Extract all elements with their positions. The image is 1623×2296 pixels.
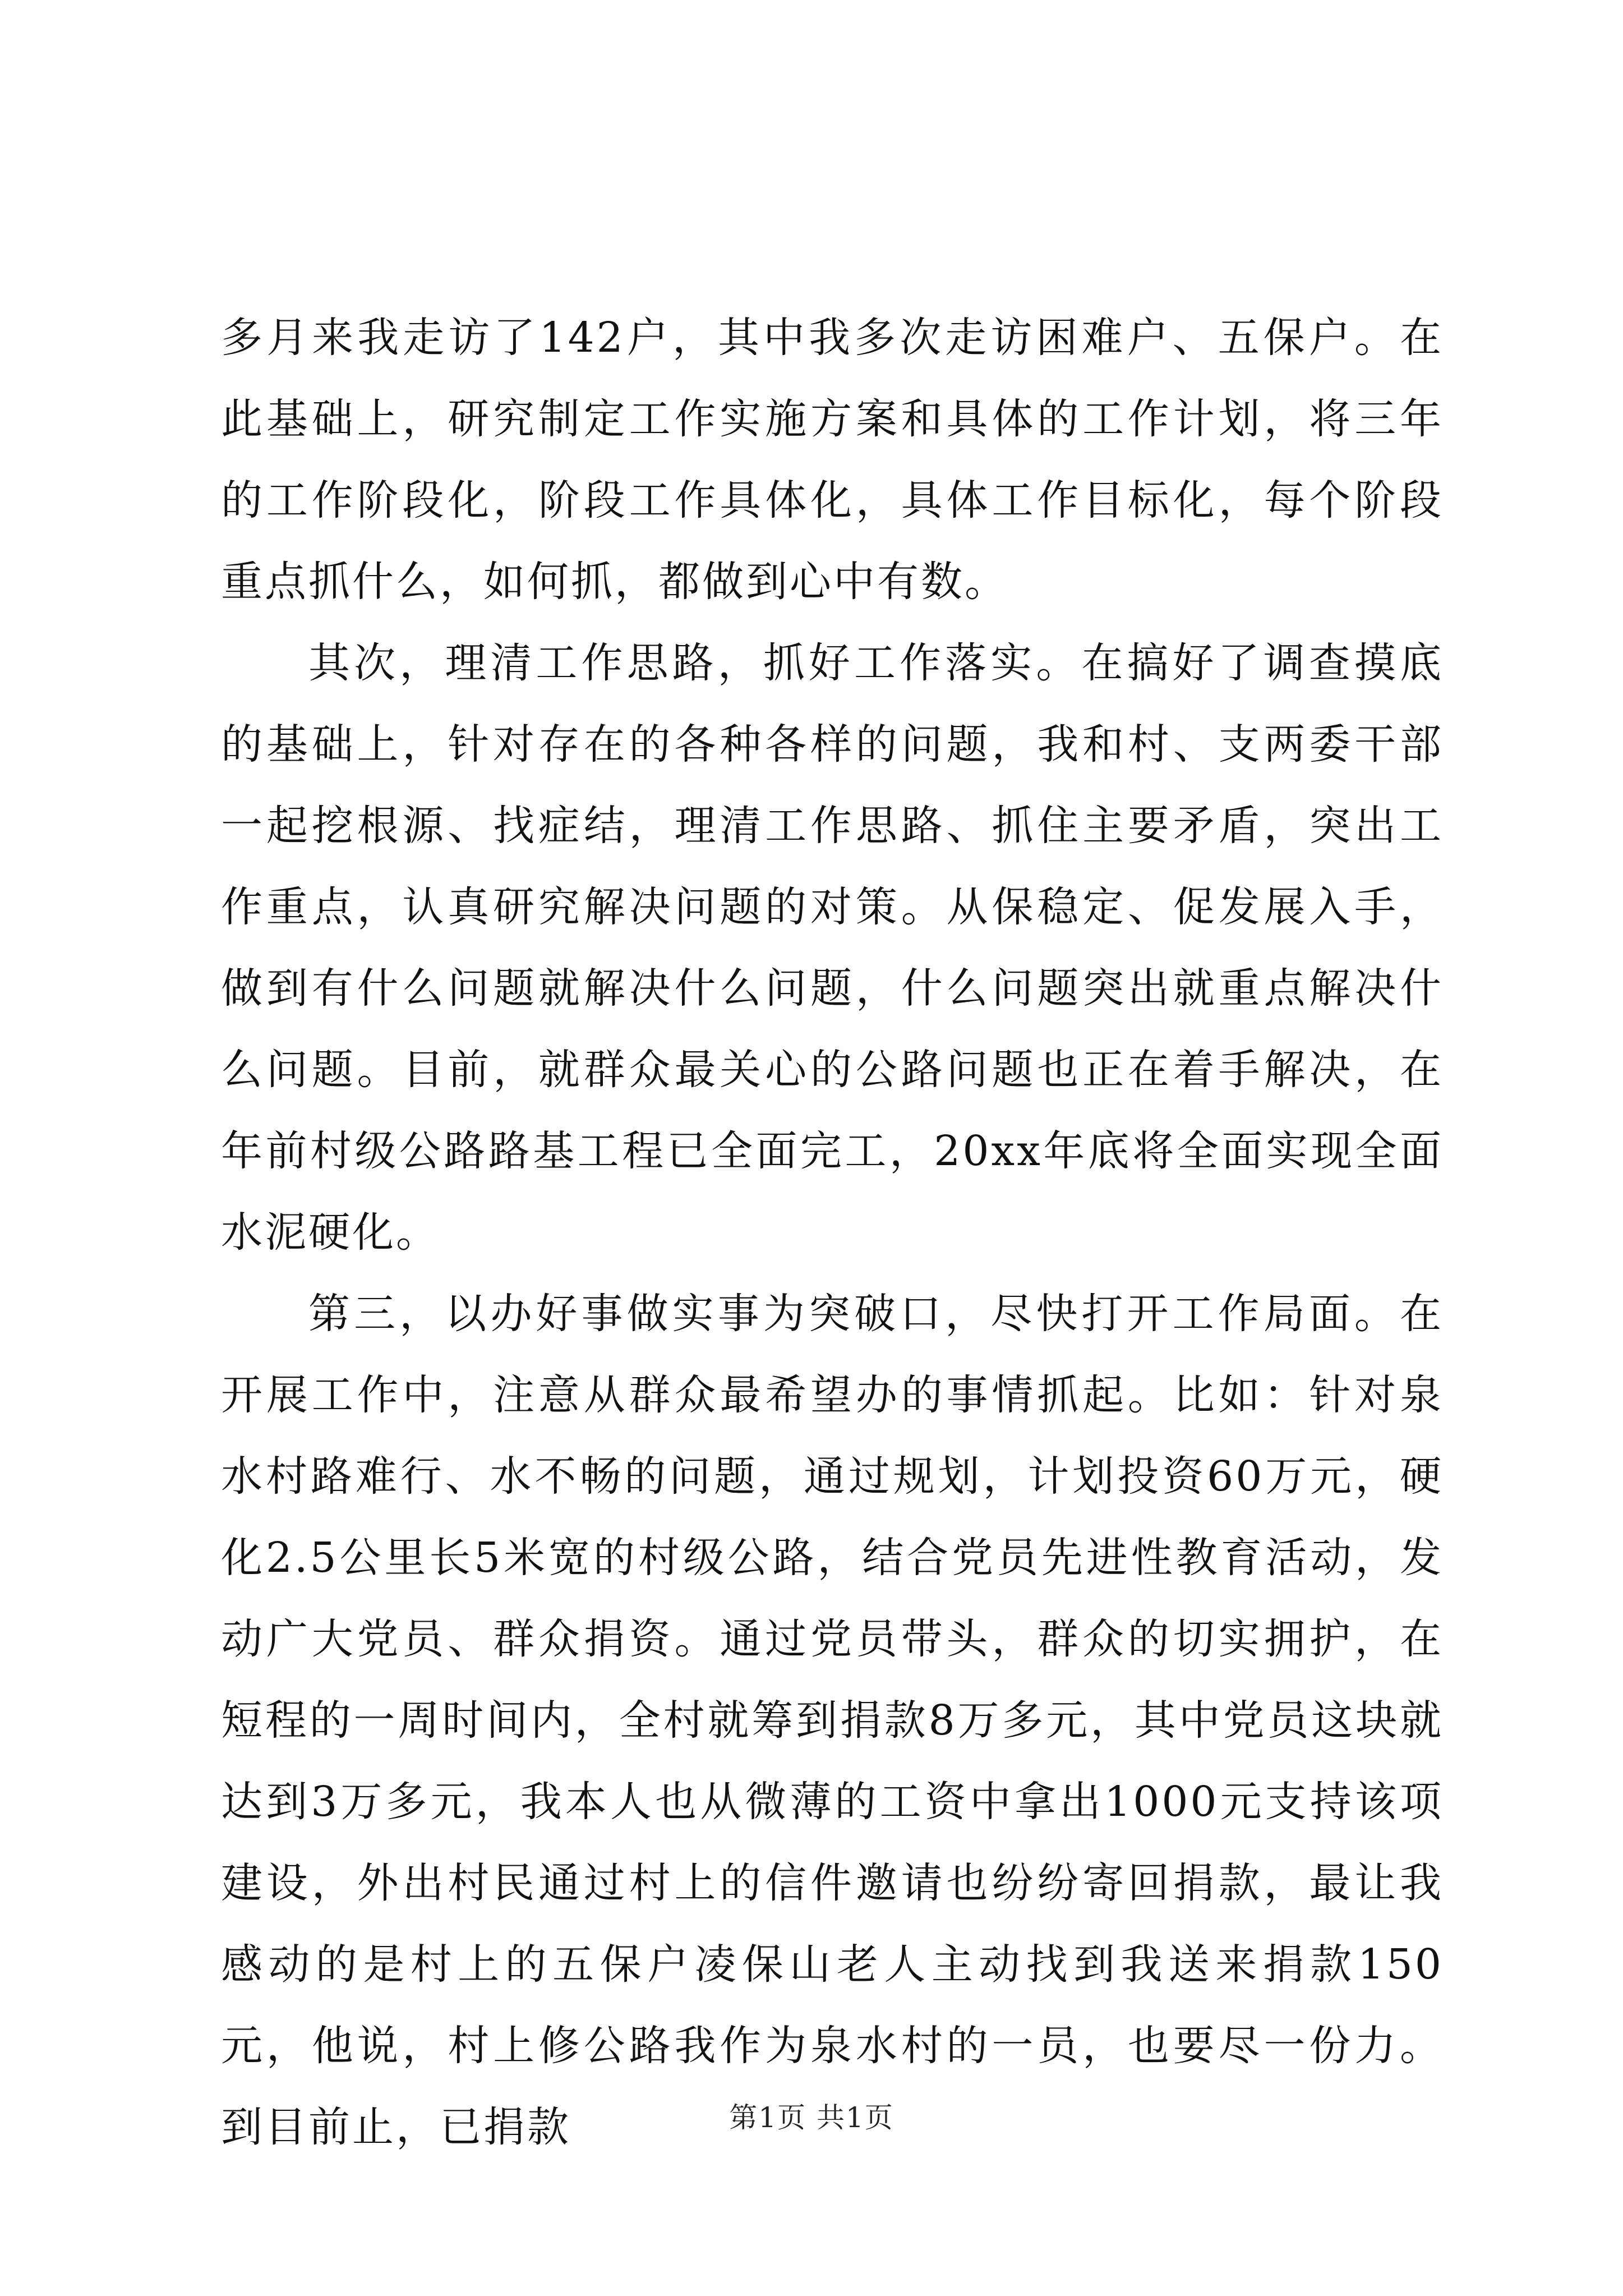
page-footer: 第1页 共1页: [729, 2101, 894, 2134]
paragraph-2: 其次，理清工作思路，抓好工作落实。在搞好了调查摸底的基础上，针对存在的各种各样的问题，我和村、支两委干部一起挖根源、找症结，理清工作思路、抓住主要矛盾，突出工作重点，认真研究解决问题的对策。从保稳定、促发展入手，做到有什么问题就解决什么问题，什么问题突出就重点解决什么问题。目前，就群众最关心的公路问题也正在着手解决，在年前村级公路路基工程已全面完工，20xx年底将全面实现全面水泥硬化。: [221, 639, 1444, 1257]
paragraph-3: 第三，以办好事做实事为突破口，尽快打开工作局面。在开展工作中，注意从群众最希望办的事情抓起。比如：针对泉水村路难行、水不畅的问题，通过规划，计划投资60万元，硬化2.5公里长5米宽的村级公路，结合党员先进性教育活动，发动广大党员、群众捐资。通过党员带头，群众的切实拥护，在短程的一周时间内，全村就筹到捐款8万多元，其中党员这块就达到3万多元，我本人也从微薄的工资中拿出1000元支持该项建设，外出村民通过村上的信件邀请也纷纷寄回捐款，最让我感动的是村上的五保户凌保山老人主动找到我送来捐款150元，他说，村上修公路我作为泉水村的一员，也要尽一份力。到目前止，已捐款: [221, 1290, 1444, 2151]
document-body: [221, 297, 1444, 2168]
paragraph-1: 多月来我走访了142户，其中我多次走访困难户、五保户。在此基础上，研究制定工作实施方案和具体的工作计划，将三年的工作阶段化，阶段工作具体化，具体工作目标化，每个阶段重点抓什么，如何抓，都做到心中有数。: [221, 314, 1444, 606]
